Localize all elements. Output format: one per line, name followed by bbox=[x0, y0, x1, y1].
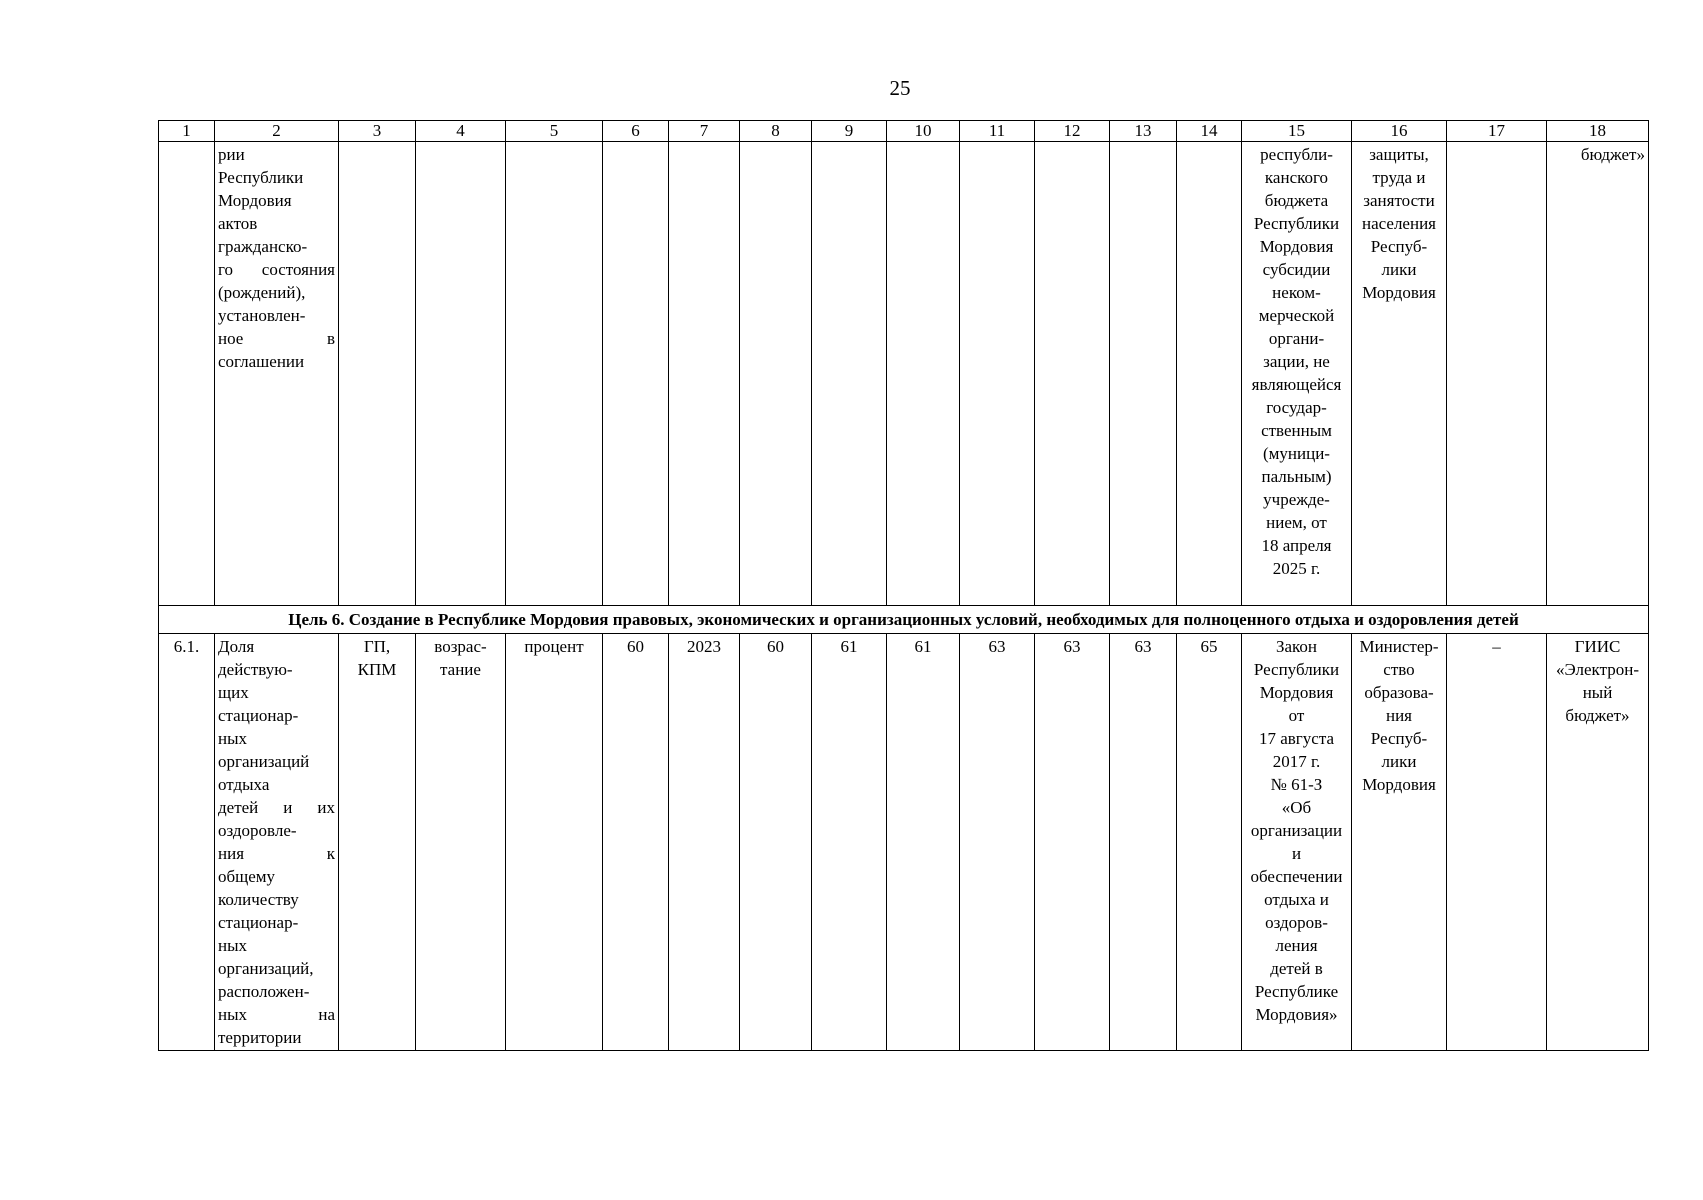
column-header-5: 5 bbox=[506, 121, 603, 142]
cell-col16: Министер- ство образова- ния Респуб- лики Мордовия bbox=[1359, 637, 1439, 794]
cell-indicator-name bbox=[215, 142, 339, 606]
cell-col13: 63 bbox=[1110, 634, 1177, 1051]
indicator-name-line: установлен- bbox=[218, 306, 306, 325]
cell-col7: 2023 bbox=[669, 634, 740, 1051]
indicator-name-line: ных на bbox=[218, 1005, 335, 1024]
cell-col10 bbox=[887, 142, 960, 606]
indicator-name-line: (рождений), bbox=[218, 283, 306, 302]
cell-col3: ГП, КПМ bbox=[357, 637, 397, 679]
cell-col11 bbox=[960, 142, 1035, 606]
column-header-12: 12 bbox=[1035, 121, 1110, 142]
indicator-name-line: стационар- bbox=[218, 913, 299, 932]
indicator-name-line: ния к bbox=[218, 844, 335, 863]
indicators-table bbox=[158, 120, 1649, 1051]
cell-col8: 60 bbox=[740, 634, 812, 1051]
column-header-1: 1 bbox=[159, 121, 215, 142]
cell-indicator-name bbox=[215, 634, 339, 1051]
column-header-13: 13 bbox=[1110, 121, 1177, 142]
column-header-10: 10 bbox=[887, 121, 960, 142]
cell-col15: республи- канского бюджета Республики Мордовия субсидии неком- мерческой органи- зации, не являющейся государ- ственным (муници- пальным) учрежде- нием, от 18 апреля 2025 г. bbox=[1251, 145, 1342, 578]
indicator-name-line: Мордовия bbox=[218, 191, 292, 210]
page-number: 25 bbox=[889, 76, 911, 100]
cell-col17: – bbox=[1447, 634, 1547, 1051]
indicator-name-line: стационар- bbox=[218, 706, 299, 725]
cell-col9 bbox=[812, 142, 887, 606]
indicator-name-line: актов bbox=[218, 214, 258, 233]
indicator-name-line: территории bbox=[218, 1028, 302, 1047]
table-row-continued bbox=[159, 142, 1649, 606]
indicator-name-line: отдыха bbox=[218, 775, 270, 794]
column-header-16: 16 bbox=[1352, 121, 1447, 142]
cell-col12: 63 bbox=[1035, 634, 1110, 1051]
cell-col11: 63 bbox=[960, 634, 1035, 1051]
cell-col12 bbox=[1035, 142, 1110, 606]
table-row-6-1 bbox=[159, 634, 1649, 1051]
indicator-name-line: рии bbox=[218, 145, 245, 164]
goal-heading: Цель 6. Создание в Республике Мордовия правовых, экономических и организационных условий, необходимых для полноценного отдыха и оздоровления детей bbox=[159, 606, 1649, 634]
indicator-name-line: ных bbox=[218, 729, 248, 748]
column-header-2: 2 bbox=[215, 121, 339, 142]
cell-col14 bbox=[1177, 142, 1242, 606]
indicator-name-line: Республики bbox=[218, 168, 304, 187]
cell-col9: 61 bbox=[812, 634, 887, 1051]
indicator-name-line: организаций, bbox=[218, 959, 314, 978]
cell-col18: ГИИС «Электрон- ный бюджет» bbox=[1556, 637, 1639, 725]
column-header-9: 9 bbox=[812, 121, 887, 142]
column-header-11: 11 bbox=[960, 121, 1035, 142]
column-header-14: 14 bbox=[1177, 121, 1242, 142]
column-header-4: 4 bbox=[416, 121, 506, 142]
indicator-name-line: организаций bbox=[218, 752, 310, 771]
indicator-name-line: ных bbox=[218, 936, 248, 955]
indicator-name-line: количеству bbox=[218, 890, 299, 909]
cell-col5 bbox=[506, 142, 603, 606]
cell-col15: Закон Республики Мордовия от 17 августа 2017 г. № 61-З «Об организации и обеспечении отдыха и оздоров- ления детей в Республике Мордовия» bbox=[1250, 637, 1343, 1024]
column-header-3: 3 bbox=[339, 121, 416, 142]
cell-col14: 65 bbox=[1177, 634, 1242, 1051]
indicator-name-line: расположен- bbox=[218, 982, 310, 1001]
cell-col10: 61 bbox=[887, 634, 960, 1051]
cell-col8 bbox=[740, 142, 812, 606]
column-header-17: 17 bbox=[1447, 121, 1547, 142]
column-header-7: 7 bbox=[669, 121, 740, 142]
indicator-name-line: действую- bbox=[218, 660, 293, 679]
goal-row bbox=[159, 606, 1649, 634]
indicator-name-line: оздоровле- bbox=[218, 821, 297, 840]
indicator-name-line: ное в bbox=[218, 329, 335, 348]
indicator-name-line: го состояния bbox=[218, 260, 335, 279]
indicator-name-line: гражданско- bbox=[218, 237, 308, 256]
column-header-15: 15 bbox=[1242, 121, 1352, 142]
indicator-name-line: щих bbox=[218, 683, 249, 702]
indicator-name-line: Доля bbox=[218, 637, 255, 656]
cell-col13 bbox=[1110, 142, 1177, 606]
cell-col17 bbox=[1447, 142, 1547, 606]
cell-col18: бюджет» bbox=[1580, 145, 1645, 164]
column-header-8: 8 bbox=[740, 121, 812, 142]
cell-col4 bbox=[416, 142, 506, 606]
indicator-name-line: общему bbox=[218, 867, 276, 886]
cell-col6: 60 bbox=[603, 634, 669, 1051]
indicator-name-line: соглашении bbox=[218, 352, 305, 371]
cell-col4: возрас- тание bbox=[434, 637, 487, 679]
header-row bbox=[159, 121, 1649, 142]
column-header-6: 6 bbox=[603, 121, 669, 142]
cell-col1 bbox=[159, 142, 215, 606]
cell-row-number: 6.1. bbox=[159, 634, 215, 1051]
cell-col5: процент bbox=[506, 634, 603, 1051]
cell-col3 bbox=[339, 142, 416, 606]
cell-col7 bbox=[669, 142, 740, 606]
indicator-name-line: детей и их bbox=[218, 798, 335, 817]
cell-col6 bbox=[603, 142, 669, 606]
cell-col16: защиты, труда и занятости населения Респуб- лики Мордовия bbox=[1362, 145, 1436, 302]
column-header-18: 18 bbox=[1547, 121, 1649, 142]
